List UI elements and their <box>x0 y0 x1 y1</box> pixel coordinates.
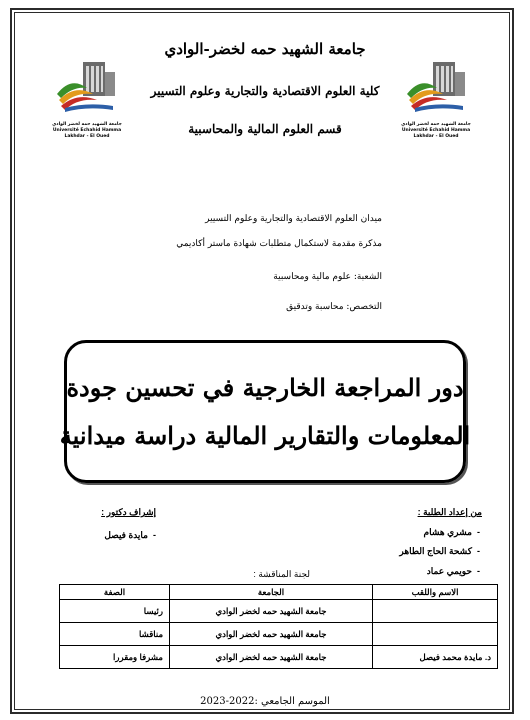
supervisor-item <box>64 530 156 541</box>
faculty-name: كلية العلوم الاقتصادية والتجارية وعلوم التسيير <box>150 84 380 98</box>
department-name: قسم العلوم المالية والمحاسبية <box>188 122 342 136</box>
logo-caption-en: Université Echahid Hamma Lakhdar - El Oued <box>52 128 122 139</box>
logo-caption-ar: جامعة الشهيد حمه لخضر الوادي <box>52 122 122 127</box>
university-logo-left <box>53 58 121 122</box>
committee-member-name <box>373 600 498 623</box>
student-item <box>330 546 480 557</box>
prepared-by-label: من إعداد الطلبة : <box>417 507 482 517</box>
committee-member-name: د. مايدة محمد فيصل <box>373 646 498 669</box>
table-row <box>60 623 498 646</box>
university-logo-right <box>403 58 471 122</box>
logo-caption-en: Université Echahid Hamma Lakhdar - El Oued <box>401 128 471 139</box>
list-bullet: - <box>472 527 480 537</box>
student-name: مشري هشام <box>423 527 472 537</box>
committee-member-role: رئيسا <box>60 600 170 623</box>
student-name: حويمي عماد <box>426 566 472 576</box>
field-line: ميدان العلوم الاقتصادية والتجارية وعلوم التسيير <box>205 214 382 224</box>
committee-member-name <box>373 623 498 646</box>
thesis-title-line-1: دور المراجعة الخارجية في تحسين جودة <box>66 372 464 402</box>
committee-label: لجنة المناقشة : <box>253 569 310 579</box>
committee-member-university: جامعة الشهيد حمه لخضر الوادي <box>170 646 373 669</box>
specialty-line: التخصص: محاسبة وتدقيق <box>286 302 382 312</box>
committee-member-role: مشرفا ومقررا <box>60 646 170 669</box>
thesis-type-line: مذكرة مقدمة لاستكمال متطلبات شهادة ماستر أكاديمي <box>176 239 382 249</box>
column-header-university: الجامعة <box>170 585 373 600</box>
table-row <box>60 646 498 669</box>
logo-caption-left <box>47 122 127 140</box>
student-item <box>330 566 480 577</box>
logo-caption-ar: جامعة الشهيد حمه لخضر الوادي <box>401 122 471 127</box>
branch-line: الشعبة: علوم مالية ومحاسبية <box>273 272 382 282</box>
academic-year: الموسم الجامعي :2022-2023 <box>200 696 330 707</box>
column-header-role: الصفة <box>60 585 170 600</box>
university-logo-icon <box>53 58 121 122</box>
committee-member-university: جامعة الشهيد حمه لخضر الوادي <box>170 600 373 623</box>
student-item <box>330 527 480 538</box>
university-logo-icon <box>403 58 471 122</box>
thesis-title-line-2: المعلومات والتقارير المالية دراسة ميدانية <box>59 420 471 450</box>
logo-caption-right <box>396 122 476 140</box>
list-bullet: - <box>472 566 480 576</box>
student-name: كشحة الحاج الطاهر <box>399 546 472 556</box>
supervisor-label: إشراف دكتور : <box>101 507 156 517</box>
committee-table <box>59 584 498 669</box>
table-header-row <box>60 585 498 600</box>
table-row <box>60 600 498 623</box>
committee-member-university: جامعة الشهيد حمه لخضر الوادي <box>170 623 373 646</box>
thesis-title-box <box>59 340 471 483</box>
list-bullet: - <box>148 530 156 540</box>
committee-member-role: مناقشا <box>60 623 170 646</box>
university-name: جامعة الشهيد حمه لخضر-الوادي <box>164 40 366 58</box>
list-bullet: - <box>472 546 480 556</box>
column-header-name: الاسم واللقب <box>373 585 498 600</box>
supervisor-name: مايدة فيصل <box>104 530 148 540</box>
